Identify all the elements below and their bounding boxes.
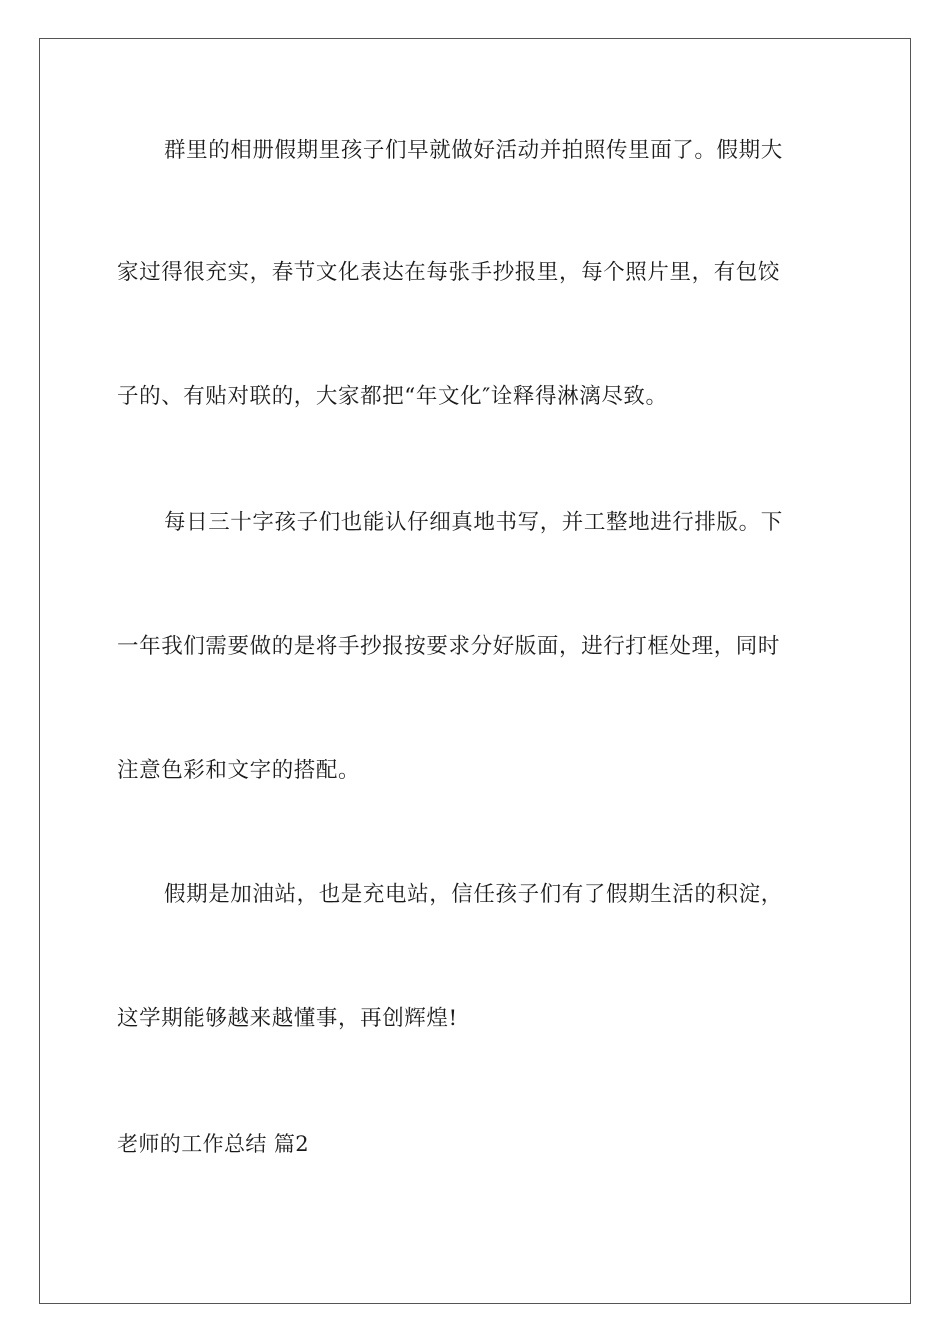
section-heading: 老师的工作总结 篇2 (117, 1132, 310, 1156)
text-line: 每日三十字孩子们也能认仔细真地书写，并工整地进行排版。下 (164, 510, 783, 535)
text-line: 群里的相册假期里孩子们早就做好活动并拍照传里面了。假期大 (164, 138, 783, 163)
text-line: 假期是加油站，也是充电站，信任孩子们有了假期生活的积淀， (164, 882, 783, 907)
text-line: 家过得很充实，春节文化表达在每张手抄报里，每个照片里，有包饺 (117, 260, 781, 285)
text-line: 一年我们需要做的是将手抄报按要求分好版面，进行打框处理，同时 (117, 634, 781, 659)
text-line: 子的、有贴对联的，大家都把“年文化″诠释得淋漓尽致。 (117, 384, 668, 409)
text-line: 这学期能够越来越懂事，再创辉煌! (117, 1006, 458, 1031)
page-border (39, 38, 911, 1304)
text-line: 注意色彩和文字的搭配。 (117, 758, 361, 783)
